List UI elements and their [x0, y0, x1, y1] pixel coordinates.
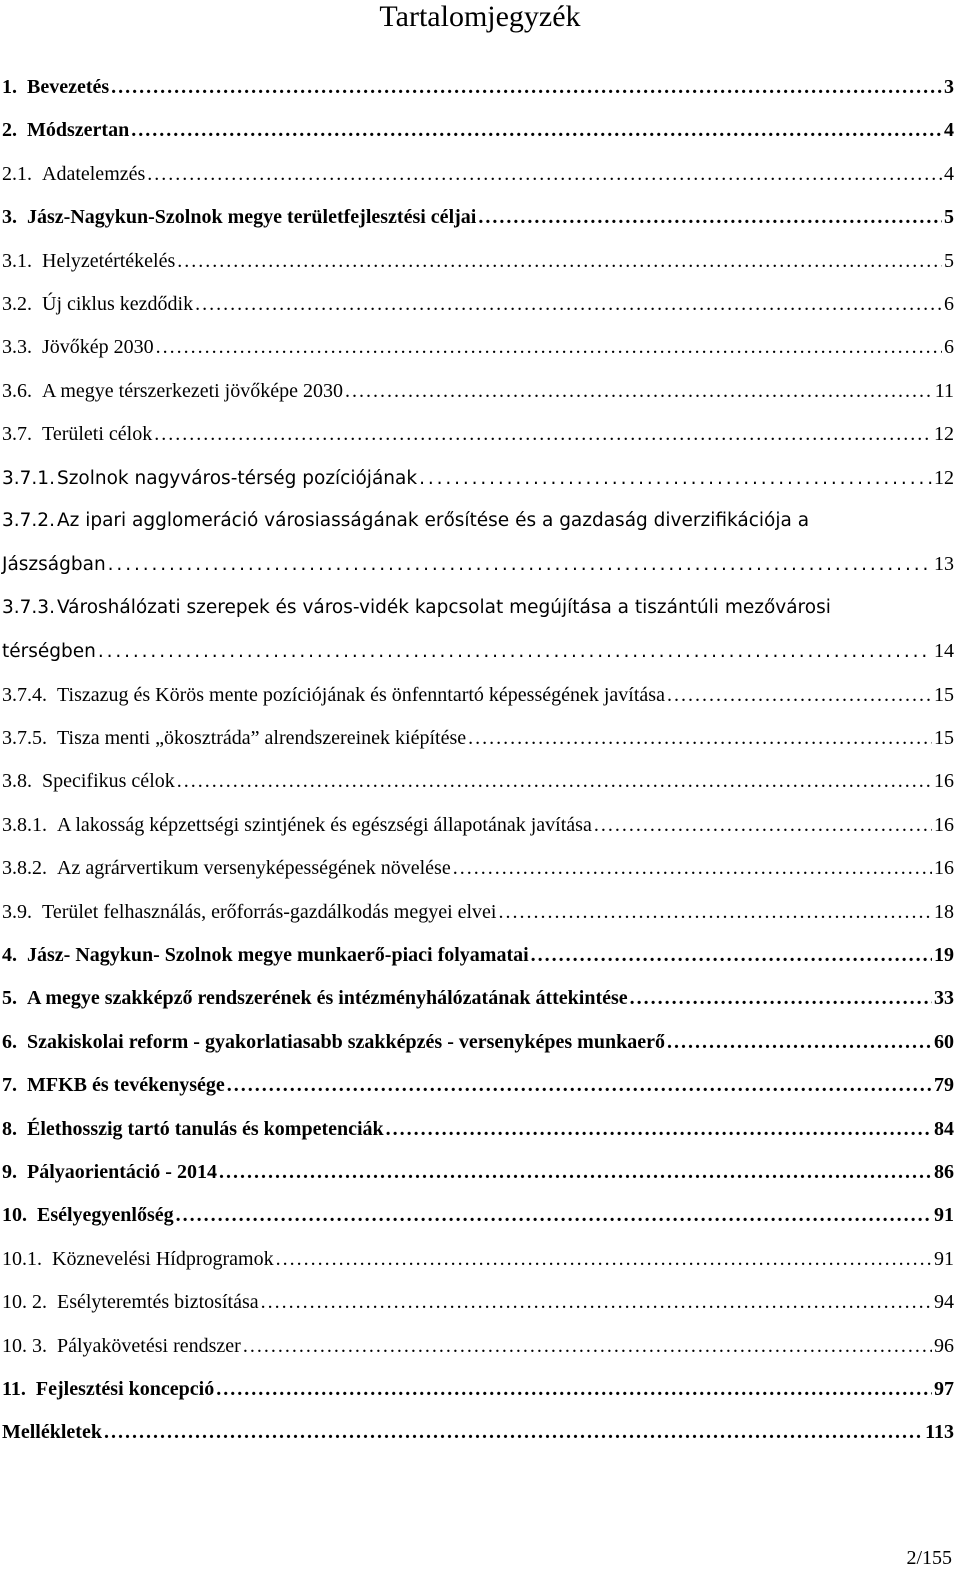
toc-entry-number: 9.	[2, 1161, 17, 1183]
toc-entry-title: Köznevelési Hídprogramok	[52, 1247, 274, 1270]
toc-entry[interactable]	[2, 1030, 954, 1054]
toc-entry-number: 10.1.	[2, 1247, 42, 1270]
toc-entry-title: Jövőkép 2030	[42, 336, 154, 359]
toc-entry-page: 97	[934, 1378, 954, 1400]
toc-entry-number: 3.8.	[2, 770, 32, 793]
toc-entry-page: 16	[934, 857, 954, 880]
toc-entry-page: 91	[934, 1204, 954, 1227]
dot-leader	[345, 379, 933, 403]
dot-leader	[630, 986, 932, 1010]
dot-leader	[419, 467, 932, 491]
toc-entry[interactable]	[2, 422, 954, 446]
toc-entry-number: 4.	[2, 944, 17, 966]
toc-entry[interactable]	[2, 75, 954, 99]
toc-entry[interactable]	[2, 118, 954, 142]
toc-entry-title: Területi célok	[42, 423, 153, 446]
toc-entry-title: MFKB és tevékenysége	[27, 1074, 225, 1097]
toc-entry-page: 5	[944, 249, 954, 272]
dot-leader	[667, 683, 932, 707]
toc-entry-page: 14	[934, 640, 954, 663]
dot-leader	[243, 1334, 932, 1358]
toc-entry-title: Jász-Nagykun-Szolnok megye területfejlesztési céljai	[27, 206, 477, 229]
toc-entry-title: Szakiskolai reform - gyakorlatiasabb szakképzés - versenyképes munkaerő	[27, 1030, 665, 1053]
toc-entry-number: 5.	[2, 987, 17, 1010]
toc-entry-number: 3.7.3.	[2, 596, 55, 618]
toc-entry[interactable]	[2, 162, 954, 186]
toc-entry-page: 19	[934, 944, 954, 966]
toc-entry-page: 11	[934, 379, 954, 402]
dot-leader	[98, 640, 932, 664]
toc-entry-number: 8.	[2, 1117, 17, 1140]
toc-entry-page: 79	[934, 1074, 954, 1097]
page-number: 2/155	[906, 1547, 952, 1569]
toc-entry[interactable]	[2, 856, 954, 880]
toc-entry-title: Új ciklus kezdődik	[42, 293, 194, 315]
toc-entry-page: 15	[934, 683, 954, 706]
dot-leader	[108, 553, 932, 577]
toc-entry-number: 3.7.1.	[2, 467, 55, 489]
toc-entry[interactable]	[2, 509, 954, 533]
toc-entry-page: 91	[934, 1247, 954, 1270]
toc-entry[interactable]	[2, 1073, 954, 1097]
toc-entry-number: 6.	[2, 1030, 17, 1053]
toc-entry-page: 6	[944, 293, 954, 315]
dot-leader	[276, 1247, 932, 1271]
toc-entry-title-continued: térségben	[2, 641, 96, 663]
toc-entry[interactable]	[2, 1203, 954, 1227]
toc-entry-page: 33	[934, 987, 954, 1010]
toc-entry[interactable]	[2, 813, 954, 837]
dot-leader	[478, 205, 942, 229]
toc-entry-title: A megye szakképző rendszerének és intézményhálózatának áttekintése	[27, 987, 628, 1010]
dot-leader	[176, 1203, 932, 1227]
toc-entry-page: 84	[934, 1117, 954, 1140]
toc-entry-title: Élethosszig tartó tanulás és kompetenciák	[27, 1117, 384, 1140]
toc-entry[interactable]	[2, 1117, 954, 1141]
toc-entry-title: Bevezetés	[27, 76, 110, 98]
toc-entry-title: A megye térszerkezeti jövőképe 2030	[42, 379, 343, 402]
toc-entry-number: 2.	[2, 119, 17, 142]
toc-entry-page: 60	[934, 1030, 954, 1053]
dot-leader	[261, 1290, 932, 1314]
dot-leader	[227, 1073, 932, 1097]
dot-leader	[156, 335, 942, 359]
toc-entry-title: Az agrárvertikum versenyképességének növelése	[57, 857, 451, 880]
page-title: Tartalomjegyzék	[379, 0, 581, 33]
toc-entry-page: 12	[934, 466, 954, 489]
dot-leader	[594, 813, 932, 837]
dot-leader	[131, 118, 942, 142]
toc-entry[interactable]	[2, 466, 954, 490]
toc-entry[interactable]	[2, 943, 954, 967]
toc-entry-page: 4	[944, 162, 954, 185]
toc-entry-title: Helyzetértékelés	[42, 249, 176, 272]
toc-entry[interactable]	[2, 900, 954, 924]
toc-entry-title: Tiszazug és Körös mente pozíciójának és önfenntartó képességének javítása	[57, 683, 665, 706]
dot-leader	[154, 422, 932, 446]
toc-entry[interactable]	[2, 769, 954, 793]
dot-leader	[104, 1420, 923, 1444]
toc-entry-number: 11.	[2, 1378, 26, 1400]
dot-leader	[177, 249, 942, 273]
toc-entry-number: 3.9.	[2, 900, 32, 923]
toc-entry-title: Esélyteremtés biztosítása	[57, 1291, 259, 1314]
toc-entry-title: Módszertan	[27, 119, 130, 142]
toc-entry-title: Pályakövetési rendszer	[57, 1334, 241, 1357]
toc-entry-number: 3.8.1.	[2, 813, 47, 836]
toc-entry-page: 96	[934, 1334, 954, 1357]
toc-entry-page: 4	[944, 119, 954, 142]
toc-entry-page: 94	[934, 1291, 954, 1314]
toc-entry-number: 2.1.	[2, 162, 32, 185]
dot-leader	[147, 162, 942, 186]
dot-leader	[219, 1160, 932, 1184]
toc-entry-page: 13	[934, 553, 954, 576]
toc-entry-title: Esélyegyenlőség	[37, 1204, 174, 1227]
toc-entry-page: 16	[934, 770, 954, 793]
toc-entry-number: 3.8.2.	[2, 857, 47, 880]
toc-entry[interactable]	[2, 1160, 954, 1184]
toc-entry-title: Jász- Nagykun- Szolnok megye munkaerő-piaci folyamatai	[27, 944, 529, 966]
toc-entry-title: Tisza menti „ökosztráda” alrendszereinek kiépítése	[57, 727, 467, 749]
toc-entry-title-continued: Jászságban	[2, 554, 106, 576]
toc-entry-title: Az ipari agglomeráció városiasságának erősítése és a gazdaság diverzifikációja a	[56, 510, 810, 531]
toc-entry[interactable]	[2, 205, 954, 229]
toc-entry-number: 3.2.	[2, 293, 32, 315]
toc-entry-title: Fejlesztési koncepció	[35, 1378, 215, 1400]
toc-entry-page: 86	[934, 1161, 954, 1183]
toc-entry-number: 1.	[2, 76, 17, 98]
toc-entry-number: 10. 2.	[2, 1291, 47, 1314]
toc-entry-title: Specifikus célok	[42, 770, 175, 793]
toc-entry-title: Városhálózati szerepek és város-vidék kapcsolat megújítása a tiszántúli mezővárosi	[56, 596, 831, 618]
dot-leader	[216, 1377, 932, 1401]
dot-leader	[453, 856, 932, 880]
toc-entry-title: Szolnok nagyváros-térség pozíciójának	[56, 467, 418, 489]
dot-leader	[531, 943, 932, 967]
toc-entry[interactable]	[2, 986, 954, 1010]
toc-entry[interactable]	[2, 683, 954, 707]
toc-entry[interactable]	[2, 335, 954, 359]
dot-leader	[195, 292, 942, 316]
toc-entry-title: Terület felhasználás, erőforrás-gazdálkodás megyei elvei	[42, 900, 497, 923]
toc-entry[interactable]	[2, 249, 954, 273]
toc-entry-number: 3.7.	[2, 423, 32, 446]
toc-entry-number: 3.1.	[2, 249, 32, 272]
dot-leader	[468, 726, 932, 750]
toc-entry-continuation[interactable]	[2, 552, 954, 576]
dot-leader	[111, 75, 942, 99]
toc-entry-number: 7.	[2, 1074, 17, 1097]
toc-entry-page: 15	[934, 727, 954, 749]
toc-entry-number: 10.	[2, 1204, 27, 1227]
toc-entry-page: 12	[934, 423, 954, 446]
toc-entry-number: 3.3.	[2, 336, 32, 359]
dot-leader	[177, 769, 932, 793]
toc-entry[interactable]	[2, 292, 954, 316]
toc-entry-number: 3.6.	[2, 379, 32, 402]
toc-entry-page: 18	[934, 900, 954, 923]
toc-entry-page: 3	[944, 76, 954, 98]
dot-leader	[667, 1030, 932, 1054]
toc-entry-number: 3.7.5.	[2, 727, 47, 749]
toc-entry-number: 10. 3.	[2, 1334, 47, 1357]
toc-entry-title: Mellékletek	[2, 1421, 102, 1444]
toc-entry[interactable]	[2, 379, 954, 403]
toc-entry-title: Pályaorientáció - 2014	[27, 1161, 217, 1183]
toc-entry[interactable]	[2, 596, 954, 620]
toc-entry-number: 3.	[2, 206, 17, 229]
toc-entry-page: 6	[944, 336, 954, 359]
toc-entry-continuation[interactable]	[2, 639, 954, 663]
dot-leader	[386, 1117, 932, 1141]
toc-entry[interactable]	[2, 1247, 954, 1271]
toc-entry-page: 113	[925, 1421, 954, 1444]
toc-entry[interactable]	[2, 1420, 954, 1444]
toc-entry-title: Adatelemzés	[42, 162, 146, 185]
toc-entry-number: 3.7.2.	[2, 510, 55, 531]
toc-entry[interactable]	[2, 726, 954, 750]
toc-entry-title: A lakosság képzettségi szintjének és egészségi állapotának javítása	[57, 813, 592, 836]
toc-entry[interactable]	[2, 1334, 954, 1358]
toc-entry-number: 3.7.4.	[2, 683, 47, 706]
toc-entry[interactable]	[2, 1377, 954, 1401]
dot-leader	[499, 900, 933, 924]
toc-entry-page: 16	[934, 813, 954, 836]
toc-entry[interactable]	[2, 1290, 954, 1314]
toc-entry-page: 5	[944, 206, 954, 229]
